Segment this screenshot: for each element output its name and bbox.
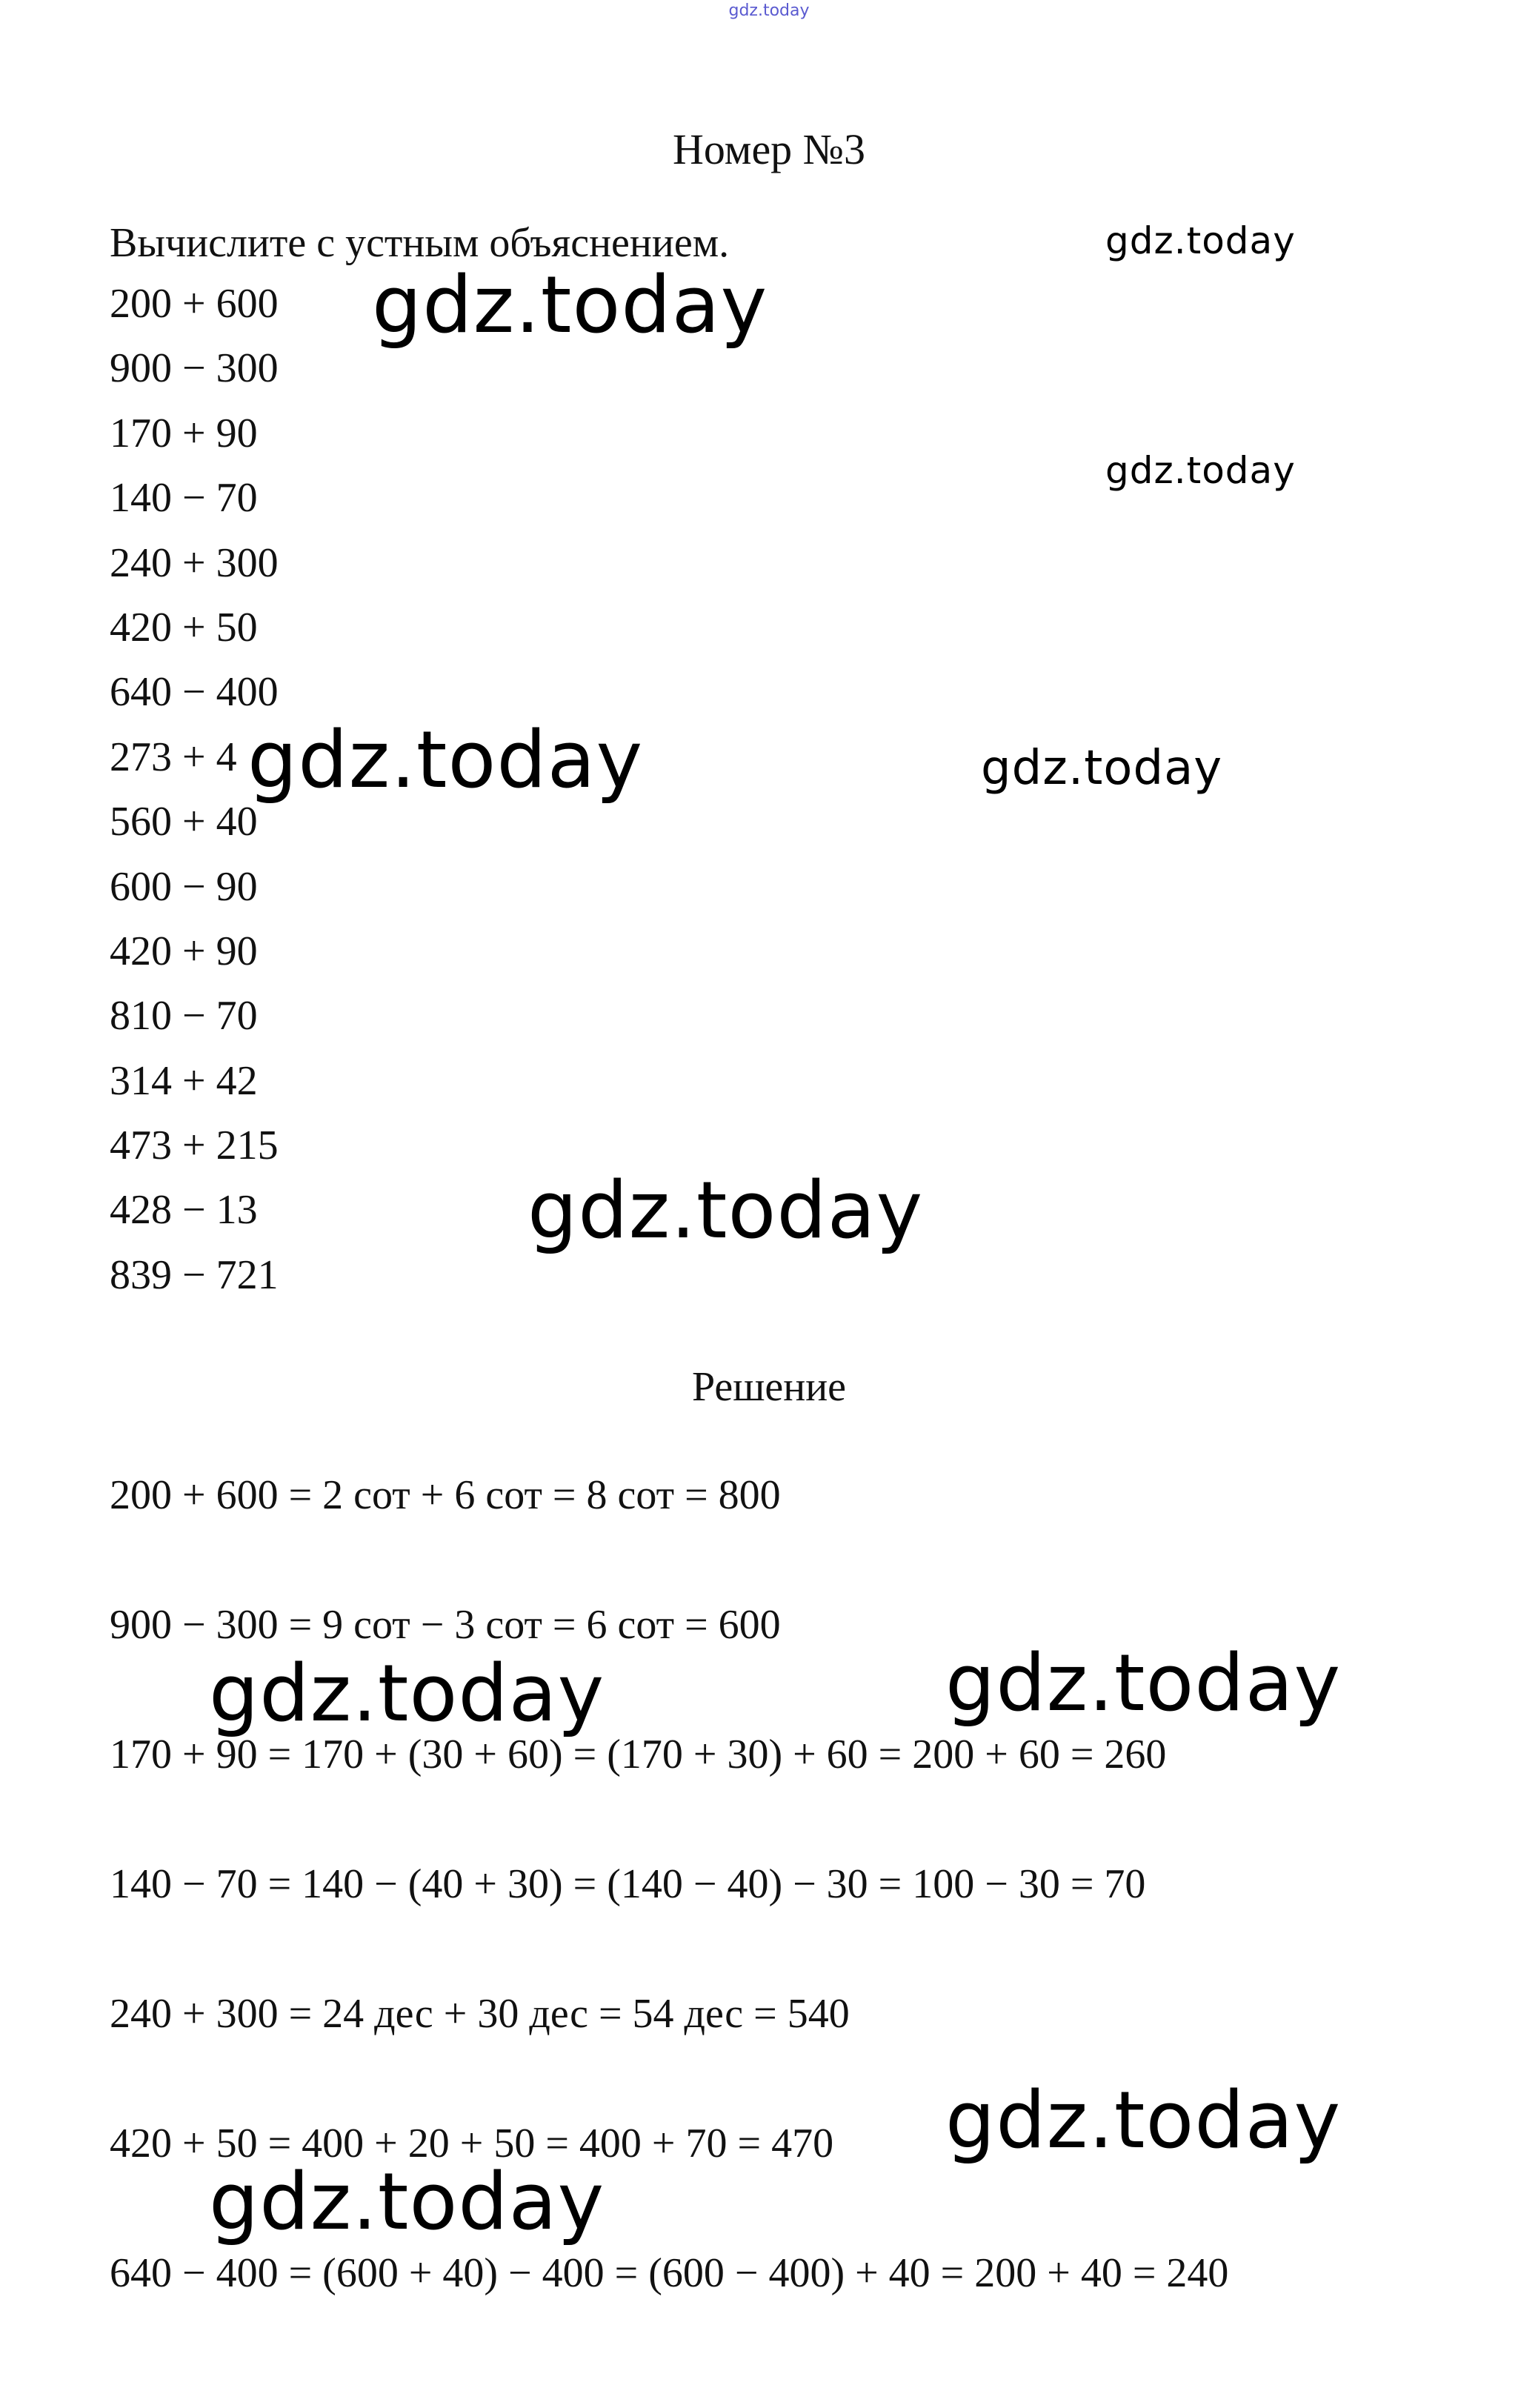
solution-item: 900 − 300 = 9 сот − 3 сот = 6 сот = 600 bbox=[110, 1602, 781, 1648]
watermark: gdz.today bbox=[945, 2075, 1342, 2166]
expression-item: 900 − 300 bbox=[110, 345, 279, 392]
expression-item: 600 − 90 bbox=[110, 863, 258, 910]
expression-item: 420 + 90 bbox=[110, 928, 258, 974]
expression-item: 420 + 50 bbox=[110, 604, 258, 651]
solution-item: 420 + 50 = 400 + 20 + 50 = 400 + 70 = 470 bbox=[110, 2121, 834, 2166]
watermark: gdz.today bbox=[527, 1165, 924, 1256]
expression-item: 240 + 300 bbox=[110, 539, 279, 586]
watermark: gdz.today bbox=[1105, 449, 1296, 492]
expression-item: 140 − 70 bbox=[110, 475, 258, 522]
expression-item: 170 + 90 bbox=[110, 410, 258, 456]
task-instruction: Вычислите с устным объяснением. bbox=[110, 220, 730, 266]
watermark: gdz.today bbox=[209, 2156, 605, 2247]
watermark: gdz.today bbox=[945, 1637, 1342, 1729]
expression-item: 560 + 40 bbox=[110, 799, 258, 845]
solution-item: 240 + 300 = 24 дес + 30 дес = 54 дес = 540 bbox=[110, 1991, 850, 2037]
watermark: gdz.today bbox=[1105, 219, 1296, 262]
expression-item: 428 − 13 bbox=[110, 1187, 258, 1234]
expression-item: 273 + 4 bbox=[110, 734, 237, 780]
watermark: gdz.today bbox=[981, 741, 1223, 796]
watermark: gdz.today bbox=[209, 1648, 605, 1739]
expression-item: 839 − 721 bbox=[110, 1251, 279, 1298]
solution-item: 170 + 90 = 170 + (30 + 60) = (170 + 30) + 60 = 200 + 60 = 260 bbox=[110, 1732, 1167, 1777]
top-watermark: gdz.today bbox=[728, 1, 810, 20]
watermark: gdz.today bbox=[247, 714, 644, 805]
solution-item: 140 − 70 = 140 − (40 + 30) = (140 − 40) − 30 = 100 − 30 = 70 bbox=[110, 1861, 1146, 1907]
watermark: gdz.today bbox=[372, 259, 768, 350]
page-title: Номер №3 bbox=[672, 125, 866, 173]
expression-item: 473 + 215 bbox=[110, 1122, 279, 1169]
expression-item: 810 − 70 bbox=[110, 993, 258, 1040]
solution-heading: Решение bbox=[691, 1364, 847, 1410]
expression-item: 640 − 400 bbox=[110, 669, 279, 716]
solution-item: 640 − 400 = (600 + 40) − 400 = (600 − 400) + 40 = 200 + 40 = 240 bbox=[110, 2250, 1229, 2296]
expression-item: 314 + 42 bbox=[110, 1057, 258, 1104]
expression-item: 200 + 600 bbox=[110, 281, 279, 327]
solution-item: 200 + 600 = 2 сот + 6 сот = 8 сот = 800 bbox=[110, 1472, 781, 1518]
